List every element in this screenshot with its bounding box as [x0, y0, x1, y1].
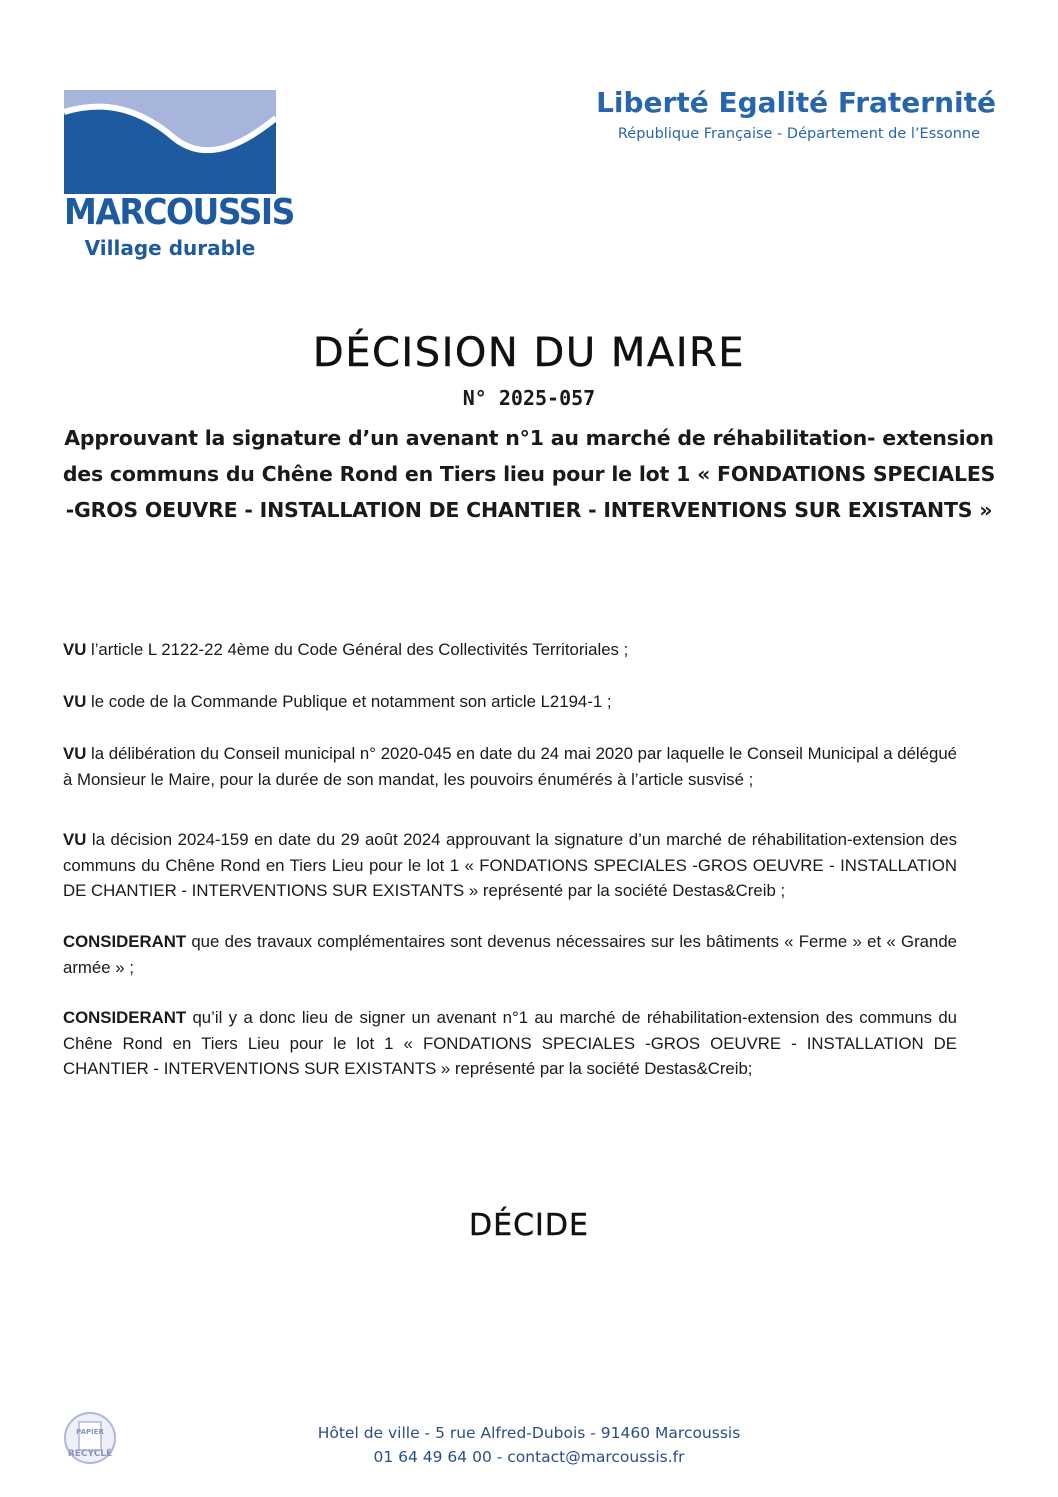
paragraph-text: que des travaux complémentaires sont devenus nécessaires sur les bâtiments « Ferme » et « Grande armée » ;	[63, 932, 957, 977]
footer-address: Hôtel de ville - 5 rue Alfred-Dubois - 91460 Marcoussis	[317, 1424, 741, 1442]
paragraph-lead: VU	[63, 640, 87, 659]
paragraph-lead: CONSIDERANT	[63, 1008, 187, 1027]
paragraph-lead: VU	[63, 744, 87, 763]
republic-motto: Liberté Egalité Fraternité	[596, 86, 996, 119]
wave-emblem	[64, 90, 276, 194]
republic-subtitle: République Française - Département de l’Essonne	[617, 126, 980, 142]
paragraph-considerant-avenant	[63, 1005, 957, 1082]
decide-heading: DÉCIDE	[469, 1208, 589, 1243]
logo-tagline: Village durable	[84, 236, 256, 260]
paragraph-text: qu’il y a donc lieu de signer un avenant n°1 au marché de réhabilitation-extension des communs du Chêne Rond en Tiers Lieu pour le lot 1 « FONDATIONS SPECIALES -GROS OEUVRE - INSTALLATION DE CHANTIER - INTERVENTIONS SUR EXISTANTS » représenté par la société Destas&Creib;	[63, 1008, 957, 1078]
recycle-label-bottom: RECYCLÉ	[67, 1449, 113, 1459]
document-title: DÉCISION DU MAIRE	[312, 330, 746, 376]
paragraph-vu-deliberation	[63, 741, 957, 792]
paragraph-lead: VU	[63, 692, 87, 711]
paragraph-text: la délibération du Conseil municipal n° 2020-045 en date du 24 mai 2020 par laquelle le Conseil Municipal a délégué à Monsieur le Maire, pour la durée de son mandat, les pouvoirs énumérés à l’article susvisé ;	[63, 744, 957, 789]
document-subject: Approuvant la signature d’un avenant n°1 au marché de réhabilitation- extension des communs du Chêne Rond en Tiers lieu pour le lot 1 « FONDATIONS SPECIALES -GROS OEUVRE - INSTALLATION DE CHANTIER - INTERVENTIONS SUR EXISTANTS »	[62, 426, 996, 522]
paragraph-vu-commande-publique	[63, 689, 957, 715]
paragraph-vu-decision	[63, 827, 957, 904]
logo-name: MARCOUSSIS	[64, 190, 294, 233]
paragraph-text: la décision 2024-159 en date du 29 août 2024 approuvant la signature d’un marché de réhabilitation-extension des communs du Chêne Rond en Tiers Lieu pour le lot 1 « FONDATIONS SPECIALES -GROS OEUVRE - INSTALLATION DE CHANTIER - INTERVENTIONS SUR EXISTANTS » représenté par la société Destas&Creib ;	[63, 830, 957, 900]
marcoussis-logo	[64, 90, 294, 265]
paragraph-text: l’article L 2122-22 4ème du Code Général des Collectivités Territoriales ;	[86, 640, 629, 659]
paragraph-lead: CONSIDERANT	[63, 932, 187, 951]
footer-contact: 01 64 49 64 00 - contact@marcoussis.fr	[373, 1448, 685, 1466]
paragraph-considerant-travaux	[63, 929, 957, 980]
paragraph-lead: VU	[63, 830, 87, 849]
paragraph-vu-cgct	[63, 637, 957, 663]
document-number: N° 2025-057	[462, 386, 596, 410]
paragraph-text: le code de la Commande Publique et notamment son article L2194-1 ;	[86, 692, 612, 711]
recycle-label-top: PAPIER	[76, 1428, 104, 1436]
